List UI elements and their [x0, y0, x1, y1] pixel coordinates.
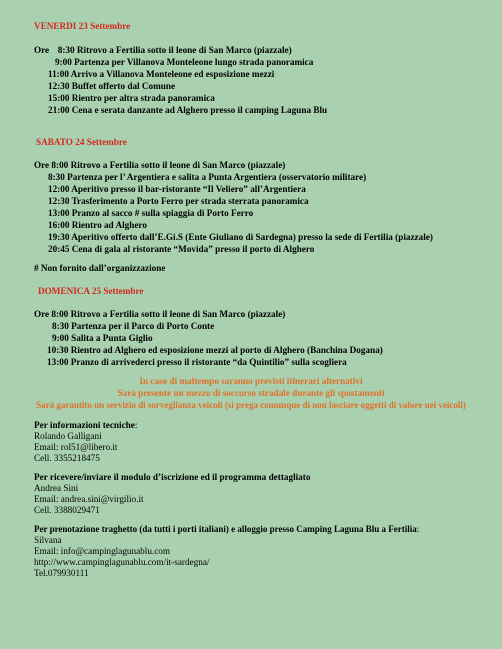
friday-item-text: Cena e serata danzante ad Alghero presso il camping Laguna Blu	[71, 105, 328, 115]
saturday-item-5: 13:00 Pranzo al sacco # sulla spiaggia di Porto Ferro	[48, 208, 254, 218]
friday-item-text: Rientro per altra strada panoramica	[71, 93, 215, 103]
friday-item-text: Partenza per Villanova Monteleone lungo strada panoramica	[74, 57, 314, 67]
notice-line-1: In caso di maltempo saranno previsti itinerari alternativi	[139, 376, 363, 386]
friday-item-3	[48, 69, 274, 80]
sunday-item-1: Ore 8:00 Ritrovo a Fertilia sotto il leone di San Marco (piazzale)	[34, 309, 286, 319]
friday-heading: VENERDI 23 Settembre	[34, 21, 131, 31]
booking-contact-title	[34, 524, 419, 535]
saturday-heading: SABATO 24 Settembre	[36, 137, 127, 147]
booking-contact-website-link[interactable]: http://www.campinglagunablu.com/it-sardegna/	[34, 557, 210, 567]
saturday-note: # Non fornito dall’organizzazione	[34, 263, 166, 273]
saturday-item-3: 12:00 Aperitivo presso il bar-ristorante “Il Veliero” all’Argentiera	[48, 184, 306, 194]
booking-contact-name: Silvana	[34, 535, 62, 545]
registration-contact-phone: Cell. 3388029471	[34, 505, 100, 515]
saturday-item-1: Ore 8:00 Ritrovo a Fertilia sotto il leone di San Marco (piazzale)	[34, 160, 286, 170]
notice-line-3: Sarà garantito un servizio di sorveglianza veicoli (si prega comunque di non lasciare oggetti di valore nei veicoli)	[36, 400, 466, 410]
technical-contact-name: Rolando Galligani	[34, 431, 102, 441]
technical-contact-email[interactable]: Email: rol51@libero.it	[34, 442, 118, 452]
sunday-item-3: 9:00 Salita a Punta Giglio	[52, 333, 153, 343]
saturday-item-4: 12:30 Trasferimento a Porto Ferro per strada sterrata panoramica	[48, 196, 309, 206]
friday-item-time: 8:30	[57, 45, 75, 55]
saturday-item-8: 20:45 Cena di gala al ristorante “Movida” presso il porto di Alghero	[48, 244, 315, 254]
friday-item-2	[55, 57, 313, 68]
friday-item-text: Buffet offerto dal Comune	[71, 81, 176, 91]
technical-contact-phone: Cell. 3355218475	[34, 453, 100, 463]
friday-item-5	[48, 93, 215, 104]
friday-item-text: Ritrovo a Fertilia sotto il leone di San Marco (piazzale)	[76, 45, 292, 55]
friday-item-time: 9:00	[55, 57, 72, 67]
friday-item-1	[34, 45, 292, 56]
friday-item-time: 11:00	[48, 69, 69, 79]
friday-item-6	[48, 105, 327, 116]
friday-item-time: 15:00	[48, 93, 70, 103]
friday-item-4	[48, 81, 175, 92]
technical-contact-title	[34, 420, 137, 431]
saturday-item-6: 16:00 Rientro ad Alghero	[48, 220, 147, 230]
saturday-item-2: 8:30 Partenza per l’ Argentiera e salita a Punta Argentiera (osservatorio militare)	[48, 172, 367, 182]
friday-item-time: 12:30	[48, 81, 70, 91]
sunday-item-5: 13:00 Pranzo di arrivederci presso il ristorante “da Quintilio” sulla scogliera	[47, 357, 347, 367]
friday-item-time: 21:00	[48, 105, 70, 115]
ore-label: Ore	[34, 45, 50, 55]
notice-line-2: Sarà presente un mezzo di soccorso stradale durante gli spostamenti	[117, 388, 385, 398]
registration-contact-title: Per ricevere/inviare il modulo d’iscrizione ed il programma dettagliato	[34, 472, 311, 482]
saturday-item-7: 19:30 Aperitivo offerto dall’E.Gi.S (Ente Giuliano di Sardegna) presso la sede di Fertilia (piazzale)	[48, 232, 433, 242]
booking-contact-phone: Tel.079930111	[34, 568, 89, 578]
booking-contact-title-colon: :	[416, 524, 420, 534]
booking-contact-title-text: Per prenotazione traghetto (da tutti i porti italiani) e alloggio presso Camping Laguna Blu a Fertilia	[34, 524, 417, 534]
sunday-heading: DOMENICA 25 Settembre	[38, 286, 144, 296]
technical-contact-title-colon: :	[134, 420, 138, 430]
technical-contact-title-text: Per informazioni tecniche	[34, 420, 135, 430]
sunday-item-2: 8:30 Partenza per il Parco di Porto Conte	[52, 321, 215, 331]
booking-contact-email[interactable]: Email: info@campinglagunablu.com	[34, 546, 171, 556]
registration-contact-name: Andrea Sini	[34, 483, 79, 493]
sunday-item-4: 10:30 Rientro ad Alghero ed esposizione mezzi al porto di Alghero (Banchina Dogana)	[47, 345, 383, 355]
friday-item-text: Arrivo a Villanova Monteleone ed esposizione mezzi	[70, 69, 275, 79]
registration-contact-email[interactable]: Email: andrea.sini@virgilio.it	[34, 494, 144, 504]
